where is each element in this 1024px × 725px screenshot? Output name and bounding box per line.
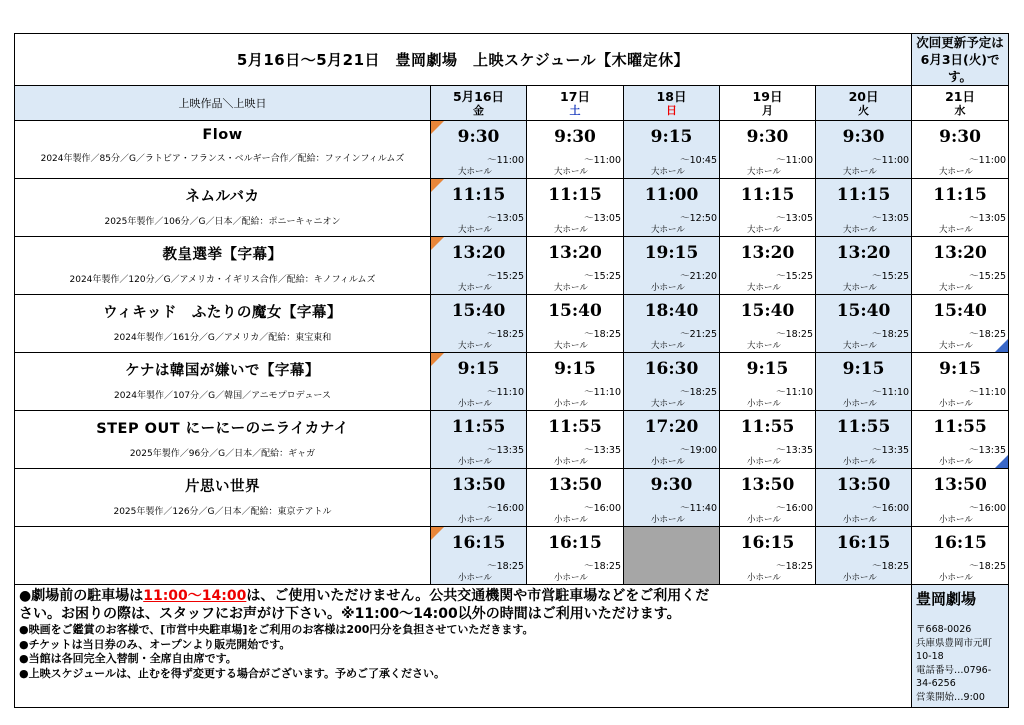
- showtime-cell: [912, 295, 1009, 353]
- day-weekday: 土: [569, 103, 581, 117]
- show-end: 〜13:05: [969, 213, 1007, 224]
- show-hall: 大ホール: [651, 341, 685, 351]
- show-hall: 大ホール: [747, 283, 781, 293]
- show-start: 18:40: [644, 301, 699, 321]
- show-hall: 大ホール: [554, 283, 588, 293]
- show-end: 〜16:00: [487, 503, 524, 514]
- show-hall: 小ホール: [843, 457, 877, 467]
- film-info: 2024年製作／107分／G／韓国／アニモプロデュース: [114, 391, 331, 401]
- corner-label: 上映作品＼上映日: [15, 86, 431, 121]
- showtime-cell: [912, 237, 1009, 295]
- film-cell: [15, 237, 431, 295]
- showtime-cell: [527, 411, 624, 469]
- show-hall: 大ホール: [458, 167, 492, 177]
- showtime-cell: [912, 411, 1009, 469]
- show-hall: 大ホール: [458, 225, 492, 235]
- show-end: 〜18:25: [969, 561, 1007, 572]
- corner-marker: [995, 455, 1008, 468]
- show-hall: 小ホール: [747, 399, 781, 409]
- schedule-table: [14, 33, 1009, 708]
- showtime-cell: [816, 527, 912, 585]
- show-start: 11:15: [548, 185, 602, 205]
- showtime-cell: [720, 353, 816, 411]
- film-title: 教皇選挙【字幕】: [162, 247, 283, 263]
- day-date: 17日: [560, 88, 590, 104]
- showtime-cell: [720, 527, 816, 585]
- show-hall: 大ホール: [458, 341, 492, 351]
- show-start: 9:15: [939, 359, 981, 379]
- showtime-cell: [816, 295, 912, 353]
- show-end: 〜16:00: [584, 503, 621, 514]
- parking-time: 11:00〜14:00: [143, 588, 247, 604]
- showtime-cell: [720, 179, 816, 237]
- note-item: ●映画をご鑑賞のお客様で、[市営中央駐車場]をご利用のお客様は200円分を負担させていただきます。: [19, 623, 534, 636]
- parking-notice-2: さい。お困りの際は、スタッフにお声がけ下さい。※11:00〜14:00以外の時間はご利用いただけます。: [19, 606, 681, 622]
- show-end: 〜15:25: [872, 271, 910, 282]
- show-hall: 小ホール: [554, 573, 588, 583]
- show-end: 〜13:35: [487, 445, 524, 456]
- show-hall: 大ホール: [747, 341, 781, 351]
- show-end: 〜11:10: [872, 387, 910, 398]
- show-end: 〜11:10: [969, 387, 1007, 398]
- theater-phone: 電話番号…0796-34-6256: [916, 664, 992, 689]
- show-start: 9:15: [554, 359, 596, 379]
- film-cell: [15, 527, 431, 585]
- show-end: 〜11:00: [776, 155, 813, 166]
- show-end: 〜16:00: [872, 503, 910, 514]
- film-title: ウィキッド ふたりの魔女【字幕】: [103, 305, 342, 321]
- show-start: 13:50: [740, 475, 795, 495]
- show-hall: 小ホール: [554, 515, 588, 525]
- show-end: 〜16:00: [969, 503, 1007, 514]
- day-date: 19日: [752, 88, 783, 104]
- show-end: 〜19:00: [680, 445, 717, 456]
- show-start: 13:50: [548, 475, 602, 495]
- day-weekday: 月: [762, 103, 773, 117]
- show-start: 9:30: [842, 127, 885, 147]
- showtime-cell: [720, 469, 816, 527]
- showtime-cell: [816, 121, 912, 179]
- show-end: 〜11:10: [776, 387, 813, 398]
- show-hall: 大ホール: [458, 283, 492, 293]
- show-start: 16:15: [836, 533, 891, 553]
- show-end: 〜18:25: [487, 329, 524, 340]
- film-info: 2025年製作／106分／G／日本／配給：ポニーキャニオン: [104, 217, 341, 227]
- parking-notice: [19, 587, 907, 605]
- show-end: 〜15:25: [776, 271, 813, 282]
- showtime-cell: [527, 353, 624, 411]
- show-hall: 大ホール: [843, 283, 877, 293]
- show-start: 19:15: [644, 243, 699, 263]
- showtime-cell: [912, 353, 1009, 411]
- show-start: 9:30: [746, 127, 789, 147]
- film-title: ネムルバカ: [185, 189, 260, 205]
- show-start: 13:50: [836, 475, 891, 495]
- show-hall: 大ホール: [843, 225, 877, 235]
- showtime-cell: [624, 411, 720, 469]
- show-start: 11:55: [836, 417, 891, 437]
- film-info: 2024年製作／161分／G／アメリカ／配給：東宝東和: [113, 333, 332, 343]
- showtime-cell: [624, 527, 720, 585]
- show-start: 16:15: [548, 533, 602, 553]
- page-title: 5月16日〜5月21日 豊岡劇場 上映スケジュール【木曜定休】: [15, 34, 912, 86]
- next-update-notice: [912, 34, 1009, 86]
- showtime-cell: [624, 237, 720, 295]
- show-end: 〜18:25: [487, 561, 524, 572]
- show-hall: 大ホール: [554, 341, 588, 351]
- show-start: 11:15: [740, 185, 795, 205]
- day-weekday: 火: [858, 103, 870, 117]
- show-end: 〜10:45: [680, 155, 717, 166]
- show-start: 9:15: [746, 359, 789, 379]
- show-hall: 大ホール: [939, 283, 973, 293]
- show-hall: 大ホール: [843, 167, 877, 177]
- showtime-cell: [527, 121, 624, 179]
- showtime-cell: [431, 179, 527, 237]
- note-item: ●チケットは当日券のみ、オープンより販売開始です。: [19, 637, 291, 651]
- showtime-cell: [431, 411, 527, 469]
- showtime-cell: [431, 353, 527, 411]
- show-hall: 小ホール: [651, 457, 685, 467]
- film-cell: [15, 469, 431, 527]
- day-header-21: [912, 86, 1009, 121]
- showtime-cell: [912, 469, 1009, 527]
- note-item: ●当館は各回完全入替制・全席自由席です。: [19, 652, 237, 665]
- show-hall: 小ホール: [939, 573, 973, 583]
- showtime-cell: [431, 121, 527, 179]
- day-header-19: [720, 86, 816, 121]
- day-header-17: [527, 86, 624, 121]
- show-start: 9:15: [842, 359, 885, 379]
- showtime-cell: [720, 295, 816, 353]
- showtime-cell: [431, 237, 527, 295]
- showtime-cell: [624, 353, 720, 411]
- show-hall: 小ホール: [554, 399, 588, 409]
- show-end: 〜18:25: [872, 561, 910, 572]
- show-end: 〜11:00: [487, 155, 524, 166]
- film-cell: [15, 411, 431, 469]
- show-end: 〜15:25: [584, 271, 621, 282]
- show-start: 16:30: [644, 359, 699, 379]
- show-start: 15:40: [451, 301, 506, 321]
- show-hall: 小ホール: [458, 399, 492, 409]
- show-end: 〜13:35: [872, 445, 910, 456]
- film-cell: [15, 353, 431, 411]
- show-start: 15:40: [933, 301, 987, 321]
- showtime-cell: [431, 469, 527, 527]
- show-end: 〜18:25: [680, 387, 717, 398]
- film-info: 2024年製作／120分／G／アメリカ・イギリス合作／配給：キノフィルムズ: [69, 275, 376, 285]
- show-end: 〜11:10: [487, 387, 524, 398]
- show-start: 11:55: [740, 417, 795, 437]
- show-hall: 小ホール: [843, 399, 877, 409]
- show-start: 9:30: [457, 127, 500, 147]
- film-title: STEP OUT にーにーのニライカナイ: [96, 421, 349, 437]
- show-start: 13:20: [933, 243, 987, 263]
- show-start: 13:50: [451, 475, 506, 495]
- showtime-cell: [816, 237, 912, 295]
- show-start: 11:00: [644, 185, 699, 205]
- show-end: 〜18:25: [872, 329, 910, 340]
- showtime-cell: [527, 469, 624, 527]
- show-start: 11:15: [933, 185, 987, 205]
- show-hall: 大ホール: [939, 225, 973, 235]
- film-rows: [15, 121, 1009, 585]
- notice-line-2: 6月3日(火)です。: [920, 52, 1000, 84]
- showtime-cell: [527, 295, 624, 353]
- day-weekday: 水: [954, 103, 966, 117]
- show-start: 9:30: [939, 127, 981, 147]
- show-hall: 小ホール: [651, 283, 685, 293]
- day-date: 18日: [656, 88, 687, 104]
- day-date: 21日: [945, 88, 975, 104]
- showtime-cell: [816, 411, 912, 469]
- show-hall: 大ホール: [651, 167, 685, 177]
- film-cell: [15, 295, 431, 353]
- show-start: 11:55: [451, 417, 506, 437]
- show-start: 11:55: [933, 417, 987, 437]
- day-header-20: [816, 86, 912, 121]
- show-start: 13:20: [836, 243, 891, 263]
- film-title: Flow: [202, 127, 243, 143]
- show-end: 〜11:40: [680, 503, 717, 514]
- showtime-cell: [624, 295, 720, 353]
- show-start: 16:15: [451, 533, 506, 553]
- show-end: 〜21:25: [680, 329, 717, 340]
- theater-address: 兵庫県豊岡市元町10-18: [916, 637, 993, 662]
- show-hall: 小ホール: [651, 515, 685, 525]
- show-start: 11:15: [836, 185, 891, 205]
- show-start: 15:40: [740, 301, 795, 321]
- show-hall: 小ホール: [458, 515, 492, 525]
- show-start: 17:20: [644, 417, 699, 437]
- day-header-16: [431, 86, 527, 121]
- showtime-cell: [431, 295, 527, 353]
- show-start: 16:15: [740, 533, 795, 553]
- show-end: 〜13:35: [776, 445, 813, 456]
- showtime-cell: [624, 121, 720, 179]
- schedule-sheet: [14, 33, 1008, 703]
- showtime-cell: [816, 469, 912, 527]
- day-weekday: 日: [666, 103, 677, 117]
- show-hall: 小ホール: [939, 515, 973, 525]
- show-start: 13:50: [933, 475, 987, 495]
- film-cell: [15, 179, 431, 237]
- show-start: 11:15: [451, 185, 506, 205]
- show-start: 15:40: [548, 301, 602, 321]
- show-hall: 小ホール: [458, 573, 492, 583]
- show-end: 〜13:05: [487, 213, 524, 224]
- day-header-18: [624, 86, 720, 121]
- show-hall: 大ホール: [554, 225, 588, 235]
- show-hall: 小ホール: [939, 399, 973, 409]
- show-start: 13:20: [548, 243, 602, 263]
- theater-name: 豊岡劇場: [916, 590, 977, 608]
- film-info: 2025年製作／126分／G／日本／配給：東京テアトル: [113, 507, 332, 517]
- show-hall: 大ホール: [651, 399, 685, 409]
- show-end: 〜18:25: [776, 329, 813, 340]
- showtime-cell: [431, 527, 527, 585]
- showtime-cell: [527, 527, 624, 585]
- show-start: 13:20: [451, 243, 506, 263]
- showtime-cell: [912, 527, 1009, 585]
- show-end: 〜15:25: [969, 271, 1007, 282]
- showtime-cell: [720, 121, 816, 179]
- show-hall: 小ホール: [747, 573, 781, 583]
- show-end: 〜18:25: [584, 561, 621, 572]
- showtime-cell: [720, 411, 816, 469]
- show-hall: 小ホール: [458, 457, 492, 467]
- show-end: 〜13:05: [872, 213, 910, 224]
- showtime-cell: [527, 179, 624, 237]
- show-end: 〜15:25: [487, 271, 524, 282]
- show-hall: 大ホール: [651, 225, 685, 235]
- theater-info: [912, 585, 1009, 708]
- footer-notes: [15, 585, 912, 708]
- show-start: 11:55: [548, 417, 602, 437]
- day-date: 5月16日: [452, 88, 505, 104]
- show-hall: 大ホール: [747, 167, 781, 177]
- show-start: 13:20: [740, 243, 795, 263]
- show-end: 〜13:35: [969, 445, 1007, 456]
- show-start: 15:40: [836, 301, 891, 321]
- day-date: 20日: [848, 88, 879, 104]
- showtime-cell: [912, 179, 1009, 237]
- show-hall: 小ホール: [747, 457, 781, 467]
- film-info: 2024年製作／85分／G／ラトビア・フランス・ベルギー合作／配給：ファインフィルムズ: [40, 154, 405, 164]
- show-hall: 大ホール: [939, 167, 973, 177]
- showtime-cell: [624, 179, 720, 237]
- theater-postal: 〒668-0026: [916, 624, 972, 635]
- show-hall: 大ホール: [843, 341, 877, 351]
- film-info: 2025年製作／96分／G／日本／配給：ギャガ: [129, 449, 316, 459]
- corner-marker: [995, 339, 1008, 352]
- show-end: 〜11:00: [872, 155, 910, 166]
- show-end: 〜18:25: [776, 561, 813, 572]
- showtime-cell: [624, 469, 720, 527]
- film-title: ケナは韓国が嫌いで【字幕】: [125, 363, 320, 379]
- showtime-cell: [816, 179, 912, 237]
- show-hall: 大ホール: [747, 225, 781, 235]
- show-end: 〜11:00: [969, 155, 1007, 166]
- show-end: 〜21:20: [680, 271, 717, 282]
- show-end: 〜11:00: [584, 155, 621, 166]
- show-hall: 小ホール: [939, 457, 973, 467]
- show-end: 〜16:00: [776, 503, 813, 514]
- show-start: 9:30: [650, 475, 693, 495]
- theater-open: 営業開始…9:00: [916, 691, 985, 703]
- notice-line-1: 次回更新予定は: [916, 35, 1004, 50]
- showtime-cell: [720, 237, 816, 295]
- show-hall: 大ホール: [554, 167, 588, 177]
- show-end: 〜11:10: [584, 387, 621, 398]
- film-cell: [15, 121, 431, 179]
- show-hall: 小ホール: [843, 515, 877, 525]
- show-hall: 小ホール: [554, 457, 588, 467]
- showtime-cell: [816, 353, 912, 411]
- show-start: 9:15: [650, 127, 693, 147]
- day-weekday: 金: [473, 103, 484, 117]
- showtime-cell: [527, 237, 624, 295]
- show-end: 〜18:25: [584, 329, 621, 340]
- show-start: 16:15: [933, 533, 987, 553]
- show-end: 〜13:05: [584, 213, 621, 224]
- show-end: 〜12:50: [680, 213, 717, 224]
- show-end: 〜13:35: [584, 445, 621, 456]
- show-start: 9:30: [554, 127, 596, 147]
- show-end: 〜18:25: [969, 329, 1007, 340]
- show-end: 〜13:05: [776, 213, 813, 224]
- showtime-cell: [912, 121, 1009, 179]
- show-hall: 小ホール: [747, 515, 781, 525]
- note-item: ●上映スケジュールは、止むを得ず変更する場合がございます。予めご了承ください。: [19, 666, 446, 680]
- parking-post: は、ご使用いただけません。公共交通機関や市営駐車場などをご利用くだ: [246, 588, 710, 604]
- show-start: 9:15: [457, 359, 500, 379]
- show-hall: 小ホール: [843, 573, 877, 583]
- parking-pre: ●劇場前の駐車場は: [19, 588, 144, 604]
- film-title: 片思い世界: [185, 479, 260, 495]
- show-hall: 大ホール: [939, 341, 973, 351]
